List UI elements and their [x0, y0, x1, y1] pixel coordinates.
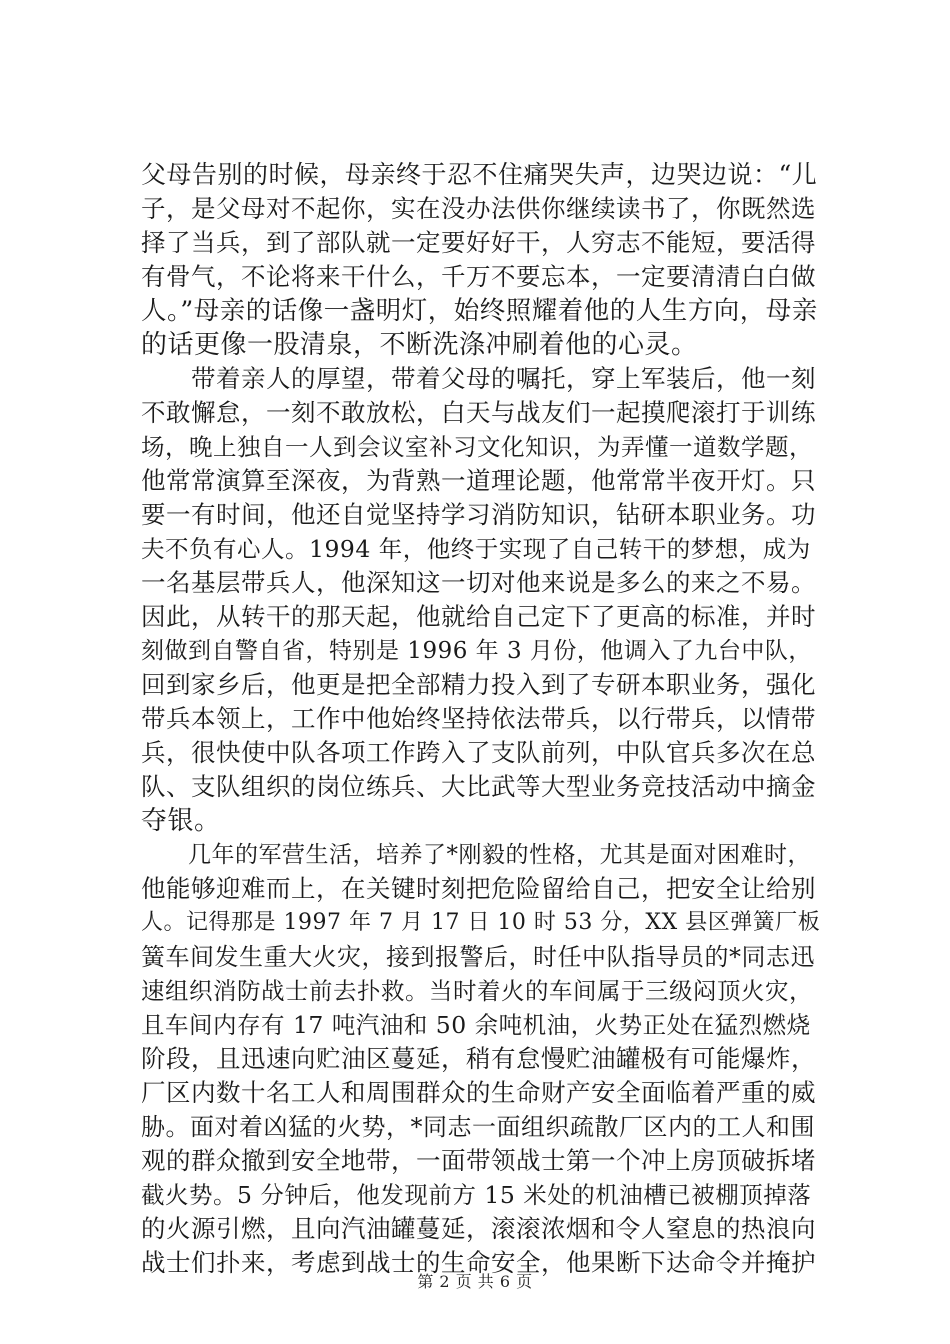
text-line: 他能够迎难而上，在关键时刻把危险留给自己，把安全让给别: [141, 874, 816, 903]
text-line: 的火源引燃，且向汽油罐蔓延，滚滚浓烟和令人窒息的热浪向: [141, 1214, 816, 1243]
text-line: 带兵本领上，工作中他始终坚持依法带兵，以行带兵，以情带: [141, 704, 816, 733]
text-line: 有骨气，不论将来干什么，千万不要忘本，一定要清清白白做: [141, 262, 816, 291]
text-line: 场，晚上独自一人到会议室补习文化知识，为弄懂一道数学题，: [141, 433, 813, 461]
text-line: 刻做到自警自省，特别是 1996 年 3 月份，他调入了九台中队，: [141, 638, 812, 664]
text-line: 簧车间发生重大火灾，接到报警后，时任中队指导员的*同志迅: [141, 943, 815, 971]
text-line: 的话更像一股清泉，不断洗涤冲刷着他的心灵。: [141, 330, 698, 360]
text-line: 不敢懈怠，一刻不敢放松，白天与战友们一起摸爬滚打于训练: [141, 398, 816, 427]
text-line: 截火势。5 分钟后，他发现前方 15 米处的机油槽已被棚顶掉落: [141, 1181, 812, 1209]
text-line: 因此，从转干的那天起，他就给自己定下了更高的标准，并时: [141, 602, 816, 631]
text-line: 一名基层带兵人，他深知这一切对他来说是多么的来之不易。: [141, 568, 816, 597]
text-line: 子，是父母对不起你，实在没办法供你继续读书了，你既然选: [141, 194, 816, 223]
text-line: 带着亲人的厚望，带着父母的嘱托，穿上军装后，他一刻: [141, 364, 816, 393]
text-line: 夫不负有心人。1994 年，他终于实现了自己转干的梦想，成为: [141, 535, 811, 563]
text-line: 胁。面对着凶猛的火势，*同志一面组织疏散厂区内的工人和围: [141, 1113, 815, 1141]
text-line: 人。记得那是 1997 年 7 月 17 日 10 时 53 分，XX 县区弹簧厂板: [141, 910, 821, 935]
text-line: 他常常演算至深夜，为背熟一道理论题，他常常半夜开灯。只: [141, 466, 816, 495]
text-line: 厂区内数十名工人和周围群众的生命财产安全面临着严重的威: [141, 1078, 816, 1107]
text-line: 观的群众撤到安全地带，一面带领战士第一个冲上房顶破拆堵: [141, 1146, 816, 1175]
text-line: 回到家乡后，他更是把全部精力投入到了专研本职业务，强化: [141, 670, 816, 699]
text-line: 阶段，且迅速向贮油区蔓延，稍有怠慢贮油罐极有可能爆炸，: [141, 1044, 816, 1073]
page-footer: [0, 1272, 950, 1292]
text-line: 速组织消防战士前去扑救。当时着火的车间属于三级闷顶火灾，: [141, 977, 813, 1005]
text-line: 且车间内存有 17 吨汽油和 50 余吨机油，火势正处在猛烈燃烧: [141, 1011, 811, 1039]
text-line: 战士们扑来，考虑到战士的生命安全，他果断下达命令并掩护: [141, 1248, 816, 1277]
text-line: 几年的军营生活，培养了*刚毅的性格，尤其是面对困难时，: [141, 842, 811, 868]
text-line: 父母告别的时候，母亲终于忍不住痛哭失声，边哭边说：“儿: [141, 160, 818, 189]
page-indicator: 第 2 页 共 6 页: [417, 1272, 533, 1291]
text-line: 要一有时间，他还自觉坚持学习消防知识，钻研本职业务。功: [141, 500, 816, 529]
text-line: 队、支队组织的岗位练兵、大比武等大型业务竞技活动中摘金: [141, 772, 816, 801]
text-line: 兵，很快使中队各项工作跨入了支队前列，中队官兵多次在总: [141, 738, 816, 767]
text-line: 择了当兵，到了部队就一定要好好干，人穷志不能短，要活得: [141, 228, 816, 257]
text-line: 夺银。: [141, 806, 221, 836]
text-line: 人。”母亲的话像一盏明灯，始终照耀着他的人生方向，母亲: [141, 296, 818, 326]
